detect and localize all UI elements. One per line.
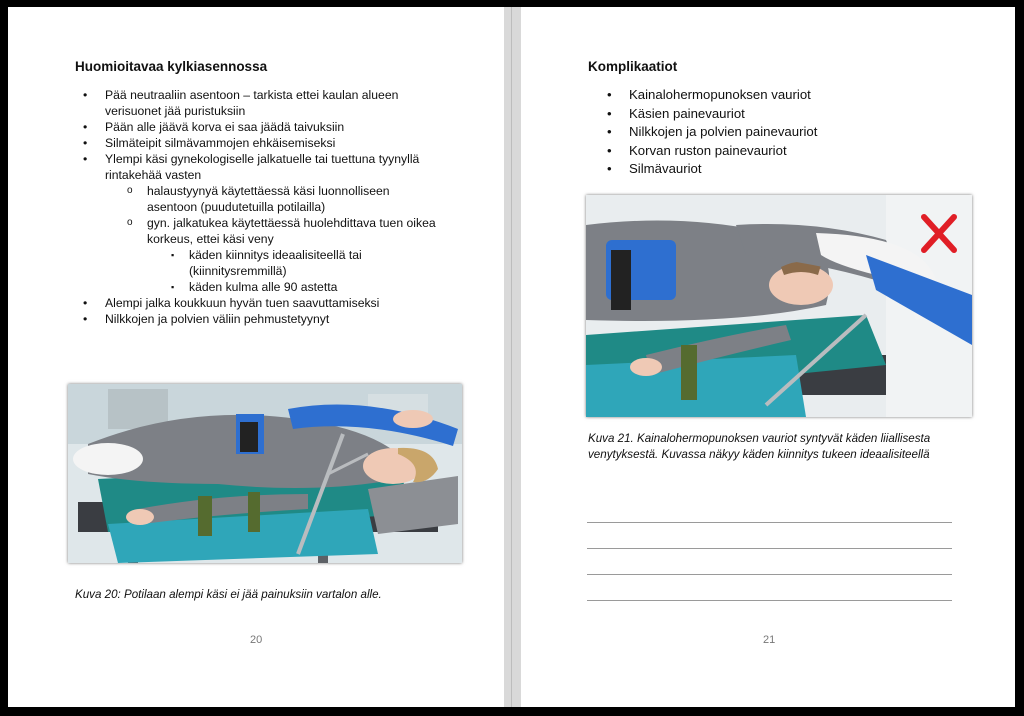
figure-21-photo bbox=[586, 195, 972, 417]
list-item: • Käsien painevauriot bbox=[587, 105, 967, 124]
page-number-21: 21 bbox=[763, 634, 776, 646]
page-20 bbox=[8, 7, 504, 707]
list-item bbox=[63, 151, 443, 295]
note-line bbox=[587, 548, 952, 549]
right-heading: Komplikaatiot bbox=[588, 59, 678, 74]
patient-lateral-position-illustration bbox=[68, 384, 462, 563]
sub-list-item bbox=[105, 215, 443, 295]
figure-21-caption: Kuva 21. Kainalohermopunoksen vauriot syntyvät käden liiallisesta venytyksestä. Kuvassa näkyy käden kiinnitys tukeen ideaalisiteellä bbox=[588, 432, 931, 461]
sub-list-item: o halaustyynyä käytettäessä käsi luonnolliseen asentoon (puudutetuilla potilailla) bbox=[105, 183, 443, 215]
note-line bbox=[587, 600, 952, 601]
list-item: • Silmävauriot bbox=[587, 160, 967, 179]
list-item: • Nilkkojen ja polvien väliin pehmustetyynyt bbox=[63, 311, 443, 327]
gutter-line bbox=[511, 7, 512, 707]
list-item: • Korvan ruston painevauriot bbox=[587, 142, 967, 161]
figure-20-photo bbox=[68, 384, 462, 563]
page-21 bbox=[521, 7, 1015, 707]
list-item: • Pää neutraaliin asentoon – tarkista ettei kaulan alueen verisuonet jää puristuksiin bbox=[63, 87, 443, 119]
sub-list bbox=[105, 183, 443, 295]
sub-sub-list-item: ▪ käden kiinnitys ideaalisiteellä tai (kiinnitysremmillä) bbox=[147, 247, 443, 279]
overstretched-arm-illustration bbox=[586, 195, 972, 417]
sub-sub-list-item: ▪ käden kulma alle 90 astetta bbox=[147, 279, 443, 295]
list-item-text: Ylempi käsi gynekologiselle jalkatuelle tai tuettuna tyynyllä rintakehää vasten bbox=[105, 152, 420, 182]
list-item: • Pään alle jäävä korva ei saa jäädä taivuksiin bbox=[63, 119, 443, 135]
list-item: • Kainalohermopunoksen vauriot bbox=[587, 86, 967, 105]
left-heading: Huomioitavaa kylkiasennossa bbox=[75, 59, 268, 74]
list-item: • Silmäteipit silmävammojen ehkäisemiseksi bbox=[63, 135, 443, 151]
note-line bbox=[587, 574, 952, 575]
sub-list-item-text: gyn. jalkatukea käytettäessä huolehdittava tuen oikea korkeus, ettei käsi veny bbox=[147, 216, 436, 246]
list-item: • Alempi jalka koukkuun hyvän tuen saavuttamiseksi bbox=[63, 295, 443, 311]
page-number-20: 20 bbox=[250, 634, 263, 646]
page-gutter bbox=[504, 7, 521, 707]
figure-20-caption: Kuva 20: Potilaan alempi käsi ei jää painuksiin vartalon alle. bbox=[75, 588, 382, 601]
sub-sub-list bbox=[147, 247, 443, 295]
complications-list bbox=[587, 86, 967, 179]
note-line bbox=[587, 522, 952, 523]
left-bullet-list bbox=[63, 87, 443, 327]
list-item: • Nilkkojen ja polvien painevauriot bbox=[587, 123, 967, 142]
